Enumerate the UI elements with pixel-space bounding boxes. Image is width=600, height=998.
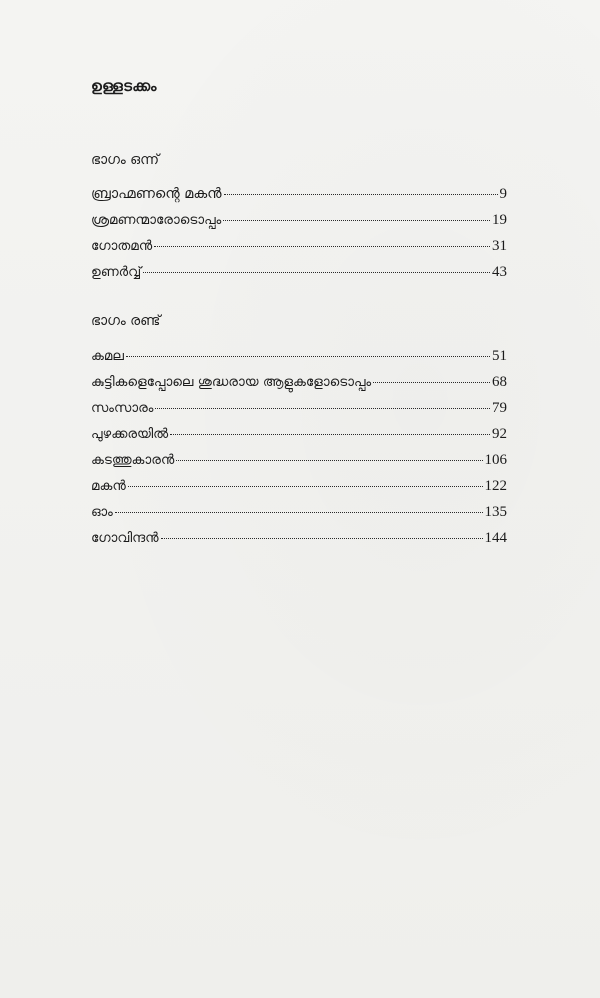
toc-title: ഉള്ളടക്കം <box>91 77 157 95</box>
toc-entry[interactable] <box>91 452 507 478</box>
toc-entry[interactable] <box>91 348 507 374</box>
chapter-title: ശ്രമണന്മാരോടൊപ്പം <box>91 212 222 228</box>
chapter-page-number: 106 <box>484 452 507 468</box>
part-two-heading: ഭാഗം രണ്ട് <box>91 313 161 329</box>
toc-entry[interactable] <box>91 264 507 290</box>
dot-leader <box>176 460 482 461</box>
part-one-chapter-list <box>91 186 507 290</box>
chapter-page-number: 135 <box>484 504 507 520</box>
dot-leader <box>224 194 498 195</box>
chapter-page-number: 43 <box>492 264 507 280</box>
chapter-title: ബ്രാഹ്മണന്റെ മകൻ <box>91 186 222 202</box>
dot-leader <box>373 382 490 383</box>
dot-leader <box>143 272 490 273</box>
chapter-page-number: 144 <box>484 530 507 546</box>
chapter-title: കുട്ടികളെപ്പോലെ ശുദ്ധരായ ആളുകളോടൊപ്പം <box>91 374 372 390</box>
chapter-page-number: 79 <box>492 400 507 416</box>
chapter-title: ഓം <box>91 504 113 520</box>
dot-leader <box>128 486 483 487</box>
chapter-title: കടത്തുകാരൻ <box>91 452 175 468</box>
dot-leader <box>170 434 490 435</box>
chapter-page-number: 92 <box>492 426 507 442</box>
toc-entry[interactable] <box>91 212 507 238</box>
toc-entry[interactable] <box>91 374 507 400</box>
chapter-page-number: 68 <box>492 374 507 390</box>
dot-leader <box>155 408 490 409</box>
chapter-page-number: 9 <box>499 186 507 202</box>
toc-entry[interactable] <box>91 478 507 504</box>
chapter-title: ഗോവിന്ദൻ <box>91 530 159 546</box>
part-two-chapter-list <box>91 348 507 556</box>
chapter-title: ഗോതമൻ <box>91 238 153 254</box>
toc-entry[interactable] <box>91 400 507 426</box>
part-one-heading: ഭാഗം ഒന്ന് <box>91 152 160 168</box>
chapter-title: കമല <box>91 348 124 364</box>
toc-entry[interactable] <box>91 186 507 212</box>
chapter-page-number: 19 <box>492 212 507 228</box>
chapter-title: മകൻ <box>91 478 126 494</box>
toc-entry[interactable] <box>91 530 507 556</box>
dot-leader <box>223 220 490 221</box>
chapter-title: സംസാരം <box>91 400 154 416</box>
chapter-page-number: 31 <box>492 238 507 254</box>
chapter-page-number: 51 <box>492 348 507 364</box>
dot-leader <box>126 356 490 357</box>
dot-leader <box>161 538 483 539</box>
chapter-title: പുഴക്കരയിൽ <box>91 426 169 442</box>
toc-entry[interactable] <box>91 504 507 530</box>
toc-entry[interactable] <box>91 238 507 264</box>
chapter-title: ഉണർവ്വ് <box>91 264 142 280</box>
dot-leader <box>154 246 490 247</box>
dot-leader <box>115 512 483 513</box>
chapter-page-number: 122 <box>484 478 507 494</box>
toc-entry[interactable] <box>91 426 507 452</box>
